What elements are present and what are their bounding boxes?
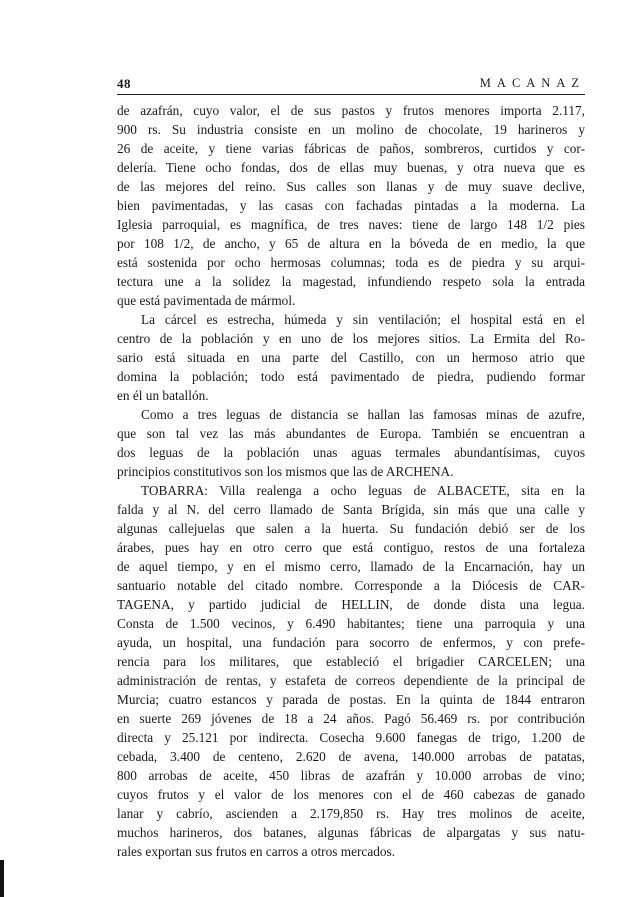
text-line: santuario notable del citado nombre. Corresponde a la Diócesis de CAR- [117,578,585,593]
text-line: por 108 1/2, de ancho, y 65 de altura en la bóveda de en medio, la que [117,236,585,251]
text-line: domina la población; todo está pavimentado de piedra, pudiendo formar [117,369,585,384]
text-line: lanar y cabrío, ascienden a 2.179,850 rs. Hay tres molinos de aceite, [117,806,585,821]
body-text [117,101,585,861]
text-line: TAGENA, y partido judicial de HELLIN, de donde dista una legua. [117,597,585,612]
text-line: de las mejores del reino. Sus calles son llanas y de muy suave declive, [117,179,585,194]
text-line: rencia para los militares, que estableció el brigadier CARCELEN; una [117,654,585,669]
text-line: La cárcel es estrecha, húmeda y sin ventilación; el hospital está en el [141,312,585,327]
text-line: Iglesia parroquial, es magnífica, de tres naves: tiene de largo 148 1/2 pies [117,217,585,232]
text-line: 900 rs. Su industria consiste en un molino de chocolate, 19 harineros y [117,122,585,137]
text-line: administración de rentas, y estafeta de correos dependiente de la principal de [117,673,585,688]
text-line: dos leguas de la población unas aguas termales abundantísimas, cuyos [117,445,585,460]
text-line: muchos harineros, dos batanes, algunas fábricas de alpargatas y sus natu- [117,825,585,840]
page-number: 48 [117,76,131,91]
text-line: bien pavimentadas, y las casas con fachadas pintadas a la moderna. La [117,198,585,213]
text-line: 800 arrobas de aceite, 450 libras de azafrán y 10.000 arrobas de vino; [117,768,585,783]
text-line: de aquel tiempo, y en el mismo cerro, llamado de la Encarnación, hay un [117,559,585,574]
text-line: cuyos frutos y el valor de los menores con el de 460 cabezas de ganado [117,787,585,802]
text-line: falda y al N. del cerro llamado de Santa Brígida, sin más que una calle y [117,502,585,517]
text-line: delería. Tiene ocho fondas, dos de ellas muy buenas, y otra nueva que es [117,160,585,175]
text-line: en suerte 269 jóvenes de 18 a 24 años. Pagó 56.469 rs. por contribución [117,711,585,726]
text-line: Consta de 1.500 vecinos, y 6.490 habitantes; tiene una parroquia y una [117,616,585,631]
text-line: de azafrán, cuyo valor, el de sus pastos y frutos menores importa 2.117, [117,103,585,118]
text-line: Como a tres leguas de distancia se hallan las famosas minas de azufre, [141,407,585,422]
text-line: sario está situada en una parte del Castillo, con un hermoso atrio que [117,350,585,365]
text-line: tectura une a la solidez la magestad, infundiendo respeto sola la entrada [117,274,585,289]
text-line: que está pavimentada de mármol. [117,293,296,308]
text-line: directa y 25.121 por indirecta. Cosecha 9.600 fanegas de trigo, 1.200 de [117,730,585,745]
text-line: ayuda, un hospital, una fundación para socorro de enfermos, y con prefe- [117,635,585,650]
text-line: en él un batallón. [117,388,209,403]
text-line: centro de la población y en uno de los mejores sitios. La Ermita del Ro- [117,331,585,346]
text-line: está sostenida por ocho hermosas columnas; toda es de piedra y su arqui- [117,255,585,270]
text-line: algunas callejuelas que salen a la huerta. Su fundación debió ser de los [117,521,585,536]
text-line: TOBARRA: Villa realenga a ocho leguas de ALBACETE, sita en la [141,483,585,498]
text-line: que son tal vez las más abundantes de Europa. También se encuentran a [117,426,585,441]
text-line: principios constitutivos son los mismos que las de ARCHENA. [117,464,454,479]
scan-edge-mark [0,860,4,897]
text-line: 26 de aceite, y tiene varias fábricas de paños, sombreros, curtidos y cor- [117,141,585,156]
running-title: MACANAZ [479,76,585,90]
text-line: Murcia; cuatro estancos y parada de postas. En la quinta de 1844 entraron [117,692,585,707]
page-header [117,68,585,95]
text-line: rales exportan sus frutos en carros a otros mercados. [117,844,396,859]
text-line: árabes, pues hay en otro cerro que está contiguo, restos de una fortaleza [117,540,585,555]
text-line: cebada, 3.400 de centeno, 2.620 de avena, 140.000 arrobas de patatas, [117,749,585,764]
